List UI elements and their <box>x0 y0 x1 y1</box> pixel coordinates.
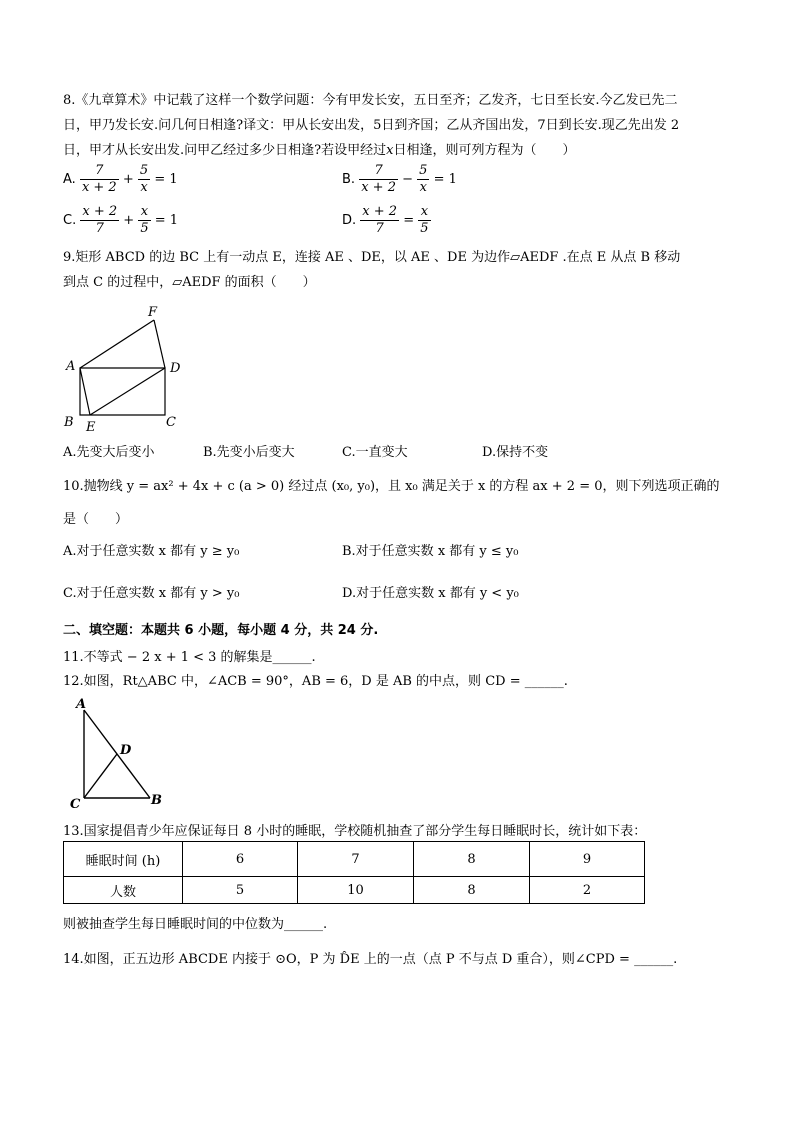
q8-line-2: 日，甲乃发长安.问几何日相逢?译文：甲从长安出发，5日到齐国；乙从齐国出发，7日到长安.现乙先出发 2 <box>63 118 680 133</box>
q12-label-d: D <box>120 743 132 758</box>
q10-option-c[interactable]: C.对于任意实数 x 都有 y > y₀ <box>63 586 240 601</box>
table-cell: 5 <box>183 877 298 904</box>
q9-option-b[interactable]: B.先变小后变大 <box>203 445 295 460</box>
q12-text: 12.如图，Rt△ABC 中，∠ACB = 90°，AB = 6，D 是 AB 的中点，则 CD = ______. <box>63 674 568 689</box>
q12-label-b: B <box>151 793 162 808</box>
q11: 11.不等式 − 2 x + 1 < 3 的解集是______. <box>63 650 316 665</box>
q8-option-d[interactable]: D. $\frac{x + 2}{7}$ = $\frac{x}{5}$ <box>342 204 429 236</box>
q9-line-1: 9.矩形 ABCD 的边 BC 上有一动点 E，连接 AE 、DE，以 AE 、DE 为边作▱AEDF .在点 E 从点 B 移动 <box>63 250 681 265</box>
q13-after-text: 则被抽查学生每日睡眠时间的中位数为______. <box>63 917 328 932</box>
q10-line-1: 10.抛物线 y = ax² + 4x + c (a > 0) 经过点 (x₀, y₀)，且 x₀ 满足关于 x 的方程 ax + 2 = 0，则下列选项正确的 <box>63 479 720 494</box>
table-cell: 6 <box>183 842 298 877</box>
table-cell: 8 <box>414 877 530 904</box>
q8-option-c[interactable]: C. $\frac{x + 2}{7}$ + $\frac{x}{5}$ = 1 <box>63 204 179 236</box>
q9-label-d: D <box>170 361 181 376</box>
q14: 14.如图，正五边形 ABCDE 内接于 ⊙O，P 为 D̂E 上的一点（点 P 不与点 D 重合），则∠CPD = ______. <box>63 952 678 967</box>
q10-option-d[interactable]: D.对于任意实数 x 都有 y < y₀ <box>342 586 519 601</box>
q10-option-a[interactable]: A.对于任意实数 x 都有 y ≥ y₀ <box>63 544 240 559</box>
q9-option-d[interactable]: D.保持不变 <box>482 445 549 460</box>
table-cell: 7 <box>298 842 414 877</box>
q12-label-c: C <box>70 797 81 810</box>
q12-triangle-figure <box>66 696 170 810</box>
q13-text: 13.国家提倡青少年应保证每日 8 小时的睡眠，学校随机抽查了部分学生每日睡眠时长，统计如下表： <box>63 824 647 839</box>
q9-label-b: B <box>64 415 74 430</box>
table-cell: 9 <box>530 842 645 877</box>
table-row <box>64 877 645 904</box>
q10-option-b[interactable]: B.对于任意实数 x 都有 y ≤ y₀ <box>342 544 519 559</box>
table-cell: 2 <box>530 877 645 904</box>
table-cell: 人数 <box>64 877 183 904</box>
q9-option-a[interactable]: A.先变大后变小 <box>63 445 155 460</box>
q8-option-b[interactable]: B. $\frac{7}{x + 2}$ − $\frac{5}{x}$ = 1 <box>342 163 457 195</box>
sleep-table <box>63 841 645 904</box>
q9-label-f: F <box>148 305 158 320</box>
q9-label-a: A <box>66 359 76 374</box>
q10-line-2: 是（ ） <box>63 512 129 527</box>
q8-line-1: 8.《九章算术》中记载了这样一个数学问题：今有甲发长安，五日至齐；乙发齐，七日至长安.今乙发已先二 <box>63 93 678 108</box>
q9-label-e: E <box>86 420 96 434</box>
table-cell: 睡眠时间 (h) <box>64 842 183 877</box>
q12-label-a: A <box>76 697 87 712</box>
q9-option-c[interactable]: C.一直变大 <box>342 445 408 460</box>
q9-label-c: C <box>166 415 176 430</box>
table-cell: 8 <box>414 842 530 877</box>
q8-option-a[interactable]: A. $\frac{7}{x + 2}$ + $\frac{5}{x}$ = 1 <box>63 163 178 195</box>
section-2-heading: 二、填空题：本题共 6 小题，每小题 4 分，共 24 分. <box>63 623 379 638</box>
q8-line-3: 日，甲才从长安出发.问甲乙经过多少日相逢?若设甲经过x日相逢，则可列方程为（ ） <box>63 143 576 158</box>
table-cell: 10 <box>298 877 414 904</box>
q9-rectangle-figure <box>58 302 188 434</box>
table-row <box>64 842 645 877</box>
q9-line-2: 到点 C 的过程中，▱AEDF 的面积（ ） <box>63 275 316 290</box>
